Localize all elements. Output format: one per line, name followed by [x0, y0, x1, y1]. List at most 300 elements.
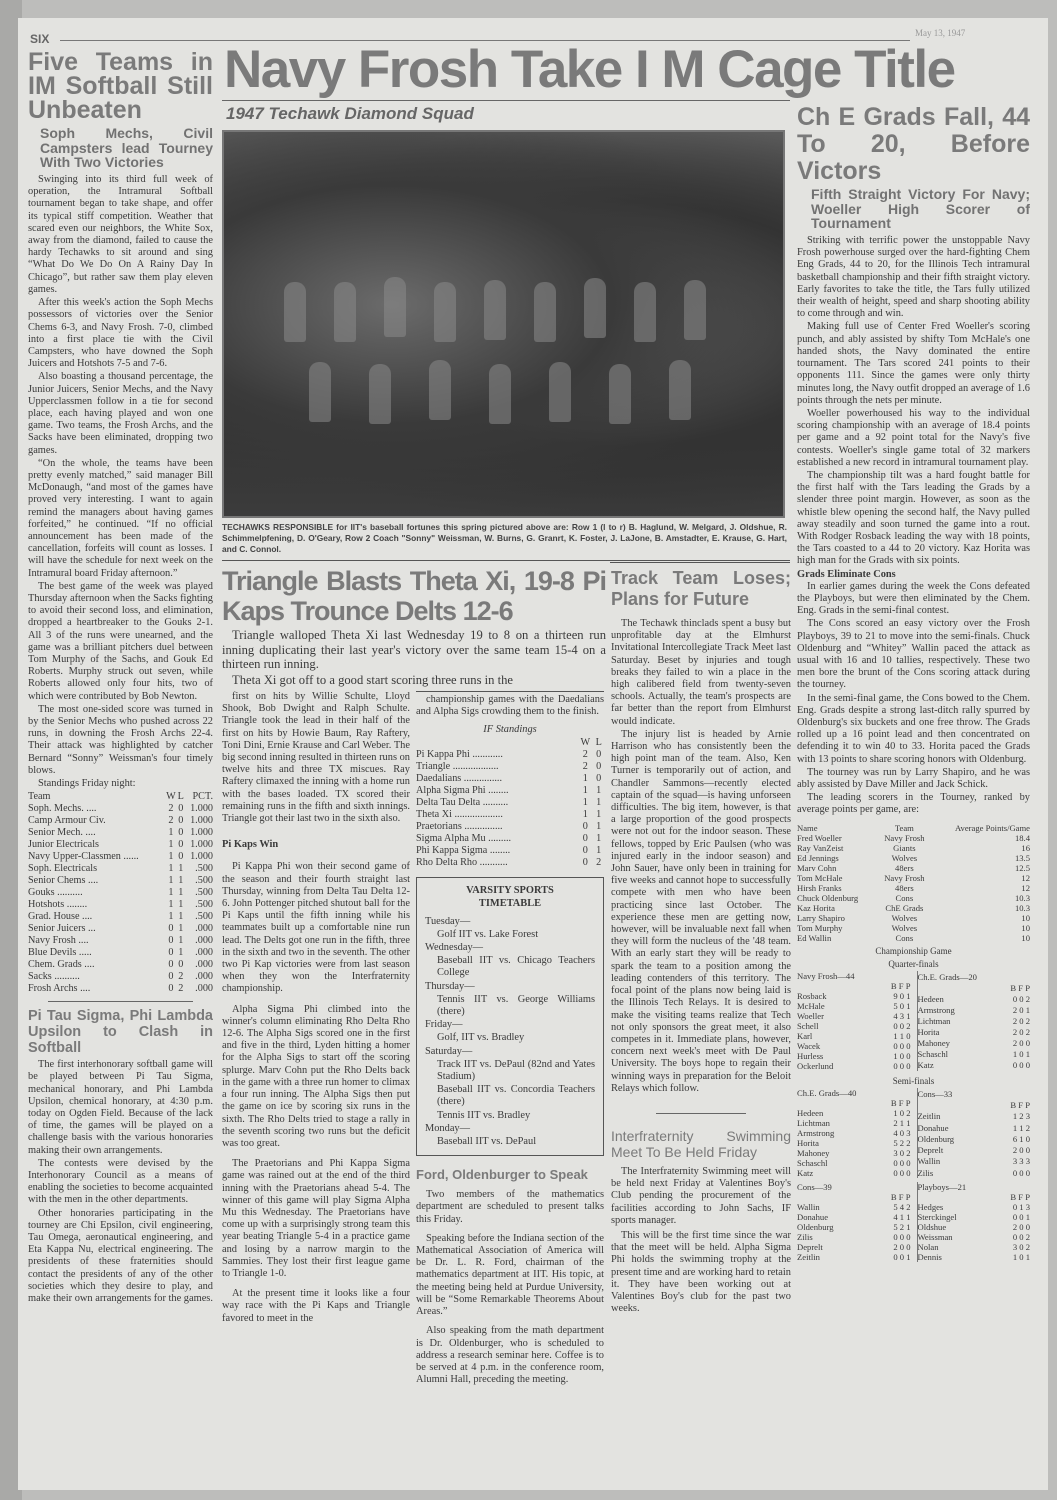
table-cell: 1 [582, 796, 588, 808]
player-name: Zeitlin [797, 1252, 820, 1263]
photo-caption: TECHAWKS RESPONSIBLE for IIT's baseball fortunes this spring pictured above are: Row 1 (l to r) B. Haglund, W. Melgard, J. Oldshue, R. Schimmelpfening, D. O'Geary, Row 2 Coach "Sonny" Weissman, W. Burns, G. Granrt, K. Foster, J. LaJone, B. Amstadter, E. Krause, G. Hart, and C. Connol. [222, 522, 787, 554]
table-row [28, 983, 213, 995]
softball-paragraph: Swinging into its third full week of operation, the Intramural Softball tournament began to take shape, and offer its typical stiff competition. Weather that scared even our neighbors, the White Sox, away from the diamond, failed to cause the hardy Techawks to sit around and sing “What Do We Do On A Rainy Day In Chicago”, but rather saw them play eleven games. [28, 174, 213, 295]
table-cell: .500 [195, 887, 213, 899]
player-row [917, 1144, 1030, 1155]
player-figure [684, 280, 706, 340]
table-cell: 1 [178, 947, 184, 959]
player-row [797, 1242, 911, 1252]
table-cell: Senior Mech. .... [28, 827, 96, 839]
table-row [416, 773, 604, 785]
table-cell: .000 [195, 983, 213, 995]
player-stats: 2 0 2 [1012, 1016, 1030, 1026]
player-row [917, 1122, 1030, 1133]
table-row [28, 839, 213, 851]
player-figure [384, 277, 406, 337]
table-cell: Grad. House .... [28, 911, 93, 923]
table-cell: Praetorians ............... [416, 820, 503, 832]
table-cell: Larry Shapiro [797, 912, 845, 923]
if-standings-table [416, 737, 604, 869]
table-row [28, 947, 213, 959]
player-name: Schell [797, 1021, 819, 1032]
player-row [917, 1133, 1030, 1144]
pi-kaps-paragraph [222, 861, 410, 1324]
player-figure [429, 360, 451, 420]
cons-subhead: Grads Eliminate Cons [797, 568, 896, 580]
player-name: Oldenburg [797, 1222, 834, 1233]
table-cell: 12 [1021, 882, 1030, 893]
table-cell: Chuck Oldenburg [797, 892, 859, 903]
table-cell: 12 [1021, 872, 1030, 883]
player-name: Deprelt [797, 1242, 823, 1253]
table-cell: Ed Jennings [797, 852, 839, 863]
table-cell: 48ers [895, 882, 914, 893]
bfp-header: B F P [1010, 1192, 1030, 1203]
table-row [416, 761, 604, 773]
player-figure [584, 278, 606, 338]
table-row [416, 809, 604, 821]
ford-paragraph: Also speaking from the math department is Dr. Oldenburger, who is scheduled to address a research seminar here. Coffee is to be served at 4 p.m. in the conference room, Alumni Hall, preceding the meeting. [416, 1325, 604, 1386]
bfp-header: B F P [890, 1192, 911, 1203]
player-name: Sterckingel [917, 1212, 957, 1223]
player-name: Nolan [917, 1242, 939, 1253]
player-stats: 1 0 2 [893, 1108, 911, 1119]
table-row [416, 797, 604, 809]
table-cell: Hotshots ........ [28, 899, 88, 911]
column-header [416, 737, 577, 749]
pi-kaps-paragraph: The Praetorians and Phi Kappa Sigma game was rained out at the end of the third inning with the Praetorians ahead 5-4. The winner of this game will play Sigma Alpha Mu this Wednesday. The Praetorians have come up with a surprisingly strong team this year beating Triangle 5-4 in a practice game and losing by a narrow margin to the Sammies. They lost their first league game to Triangle 1-0. [222, 1158, 410, 1279]
player-row [797, 991, 911, 1001]
table-cell: 0 [596, 748, 602, 760]
table-cell: 2 [178, 971, 184, 983]
player-stats: 4 1 1 [893, 1212, 911, 1223]
timetable-event: Tennis IIT vs. Bradley [437, 1109, 531, 1121]
table-cell: .000 [195, 947, 213, 959]
player-row [797, 1041, 911, 1051]
table-cell: .000 [195, 935, 213, 947]
box-score-team [917, 1182, 1031, 1262]
table-row [797, 923, 1030, 933]
ford-paragraph: Two members of the mathematics department are scheduled to present talks this Friday. [416, 1189, 604, 1225]
table-row [797, 853, 1030, 863]
table-row [416, 785, 604, 797]
table-cell: Frosh Archs .... [28, 983, 91, 995]
player-row [797, 1011, 911, 1021]
table-cell: Phi Kappa Sigma ........ [416, 844, 511, 856]
table-cell: 1 [178, 911, 184, 923]
table-cell: Wolves [891, 922, 918, 933]
bfp-header: B F P [890, 1098, 911, 1109]
player-stats: 0 0 2 [1012, 1232, 1030, 1243]
table-cell: 0 [178, 803, 184, 815]
table-cell: 10 [1021, 912, 1030, 923]
table-cell: 0 [582, 856, 588, 868]
player-stats: 2 0 0 [1012, 1038, 1030, 1049]
player-stats: 4 3 1 [893, 1011, 911, 1022]
table-row [797, 863, 1030, 873]
player-stats: 0 1 3 [1012, 1202, 1030, 1213]
bfp-header: B F P [1010, 1100, 1030, 1111]
page-date: May 13, 1947 [915, 28, 966, 38]
table-cell: 1 [596, 844, 602, 856]
player-stats: 1 0 0 [893, 1051, 911, 1062]
ford-headline: Ford, Oldenburger to Speak [416, 1167, 588, 1183]
box-score [797, 1088, 1030, 1178]
table-cell: Giants [893, 842, 916, 853]
player-name: Oldshue [917, 1222, 947, 1233]
photo-title: 1947 Techawk Diamond Squad [226, 104, 474, 123]
player-stats: 1 1 2 [1012, 1122, 1030, 1133]
player-name: Armstrong [797, 1128, 835, 1139]
table-cell: Senior Juicers ... [28, 923, 96, 935]
table-cell: 1 [168, 863, 174, 875]
table-cell: 0 [582, 844, 588, 856]
player-name: Donahue [797, 1212, 829, 1223]
table-cell: Junior Electricals [28, 839, 100, 851]
table-cell: 0 [582, 820, 588, 832]
triangle-rule [416, 691, 604, 692]
pi-kaps-paragraph: Alpha Sigma Phi climbed into the winner's column eliminating Rho Delta Rho 12-6. The Alpha Sigs scored one in the first and five in the third, Lyden hitting a homer for the Alpha Sigs to start off the scoring splurge. Marv Cohn put the Rho Delts back in the game with a three run homer to climax a four run inning. The Alpha Sigs then put the game on ice by scoring six runs in the sixth. The Rho Delts tried to stage a rally in the seventh scoring two runs but the deficit was too great. [222, 1003, 410, 1149]
player-name: Wallin [797, 1202, 820, 1213]
player-name: Zilis [917, 1167, 934, 1178]
cage-paragraph: Making full use of Center Fred Woeller's scoring punch, and ably assisted by shifty Tom McHale's one handed shots, the Navy dominated the entire tournament. The Tars scored 241 points to their opponents 111. Since the games were only thirty minutes long, the Navy outfit dropped an average of 1.6 points through the nets per minute. [797, 321, 1030, 406]
player-name: Rosback [797, 991, 827, 1002]
player-name: Karl [797, 1031, 813, 1042]
divider [48, 1001, 193, 1002]
player-figure [489, 364, 511, 424]
table-cell: 1 [596, 796, 602, 808]
softball-paragraph: The best game of the week was played Thursday afternoon when the Sacks fighting to avoid their second loss, and elimination, dropped a heartbreaker to the Gouks 2-1. All 3 of the runs were unearned, and the game was a brilliant pitchers duel between Tom Murphy of the Sachs, and Gouk Ed Roberts. Murphy struck out seven, while Roberts allowed only four hits, two of which were contributed by Bob Newton. [28, 580, 213, 702]
table-cell: Senior Chems .... [28, 875, 99, 887]
table-cell: Alpha Sigma Phi ........ [416, 784, 509, 796]
player-stats: 1 2 3 [1012, 1111, 1030, 1122]
player-row [797, 1158, 911, 1168]
player-stats: 2 0 0 [1012, 1145, 1030, 1156]
spacer [797, 981, 871, 991]
table-cell: 10 [1021, 932, 1030, 943]
table-cell: 48ers [895, 862, 914, 873]
swimming-paragraph: The Interfraternity Swimming meet will be held next Friday at Valentines Boy's Club pending the procurement of the facilities according to John Sachs, IF sports manager. [611, 1165, 791, 1226]
column-header: Name [797, 822, 818, 833]
bfp-header: B F P [1010, 982, 1030, 993]
bfp-row [917, 1099, 1030, 1110]
honorary-paragraph: Other honoraries participating in the tourney are Chi Epsilon, civil engineering, Tau Omega, aeronautical engineering, and Eta Kappa Nu, electrical engineering. The presidents of these fraternities should contact the presidents of any of the other societies which they desire to play, and make their own arrangements for the games. [28, 1207, 213, 1305]
table-row [797, 893, 1030, 903]
if-standings-title: IF Standings [483, 724, 537, 736]
player-name: Deprelt [917, 1145, 944, 1156]
table-cell: Fred Woeller [797, 832, 842, 843]
team-row [917, 1088, 1030, 1099]
table-row [797, 883, 1030, 893]
timetable-day: Thursday— [425, 980, 475, 992]
column-header: Team [28, 791, 51, 803]
table-cell: Tom Murphy [797, 922, 843, 933]
triangle-paragraph: first on hits by Willie Schulte, Lloyd Shook, Bob Dwight and Ralph Schulte. Triangle took the lead in their half of the first on hits by Howie Baum, Ray Raftery, Toni Dini, Ernie Krause and Carl Weber. The big second inning resulted in thirteen runs on twelve hits and three TX miscues. Ray Raftery climaxed the inning with a home run with the bases loaded. TX scored their remaining runs in the fifth and sixth innings. Triangle got their last two in the sixth also. [222, 691, 410, 825]
player-row [797, 1252, 911, 1262]
column-header: L [595, 736, 602, 748]
honorary-headline: Pi Tau Sigma, Phi Lambda Upsilon to Clash in Softball [28, 1008, 213, 1057]
table-cell: Delta Tau Delta .......... [416, 796, 509, 808]
table-cell: Triangle .................. [416, 760, 499, 772]
player-row [797, 1202, 911, 1212]
table-cell: 1 [168, 899, 174, 911]
table-cell: 1 [178, 887, 184, 899]
table-cell: 0 [178, 959, 184, 971]
player-name: Zeitlin [917, 1111, 941, 1122]
box-score [797, 971, 1030, 1071]
table-cell: 0 [596, 760, 602, 772]
column-header: Team [894, 822, 914, 833]
swimming-paragraph: This will be the first time since the war that the meet will be held. Alpha Sigma Phi holds the swimming trophy at the present time and are working hard to retain it. They have been working out at Valentines Boy's club for the past two weeks. [611, 1229, 791, 1315]
table-cell: Camp Armour Civ. [28, 815, 106, 827]
ford-paragraph: Speaking before the Indiana section of the Mathematical Association of America will be Dr. L. R. Ford, chairman of the mathematics department at IIT. His topic, at the meeting being held at Purdue University, will be “Some Remarkable Theorems About Areas.” [416, 1232, 604, 1318]
softball-article [28, 50, 213, 1480]
table-cell: 1.000 [190, 839, 213, 851]
player-stats: 2 0 1 [1012, 1004, 1030, 1015]
triangle-column-b [416, 691, 604, 1393]
player-row [797, 1148, 911, 1158]
player-row [917, 1167, 1030, 1178]
player-stats: 2 0 0 [1012, 1222, 1030, 1233]
player-row [797, 1061, 911, 1071]
team-name: Navy Frosh—44 [797, 971, 855, 982]
table-cell: 10.3 [1014, 902, 1030, 913]
table-row [28, 803, 213, 815]
table-row [28, 863, 213, 875]
team-row [917, 1182, 1030, 1192]
player-name: Schaschl [797, 1158, 828, 1169]
player-name: Weissman [917, 1232, 953, 1243]
table-row [28, 959, 213, 971]
player-stats: 5 2 1 [893, 1222, 911, 1233]
player-name: Zilis [797, 1232, 813, 1243]
bfp-header: B F P [890, 981, 911, 992]
table-cell: 0 [178, 851, 184, 863]
table-cell: .000 [195, 959, 213, 971]
bfp-row [917, 1192, 1030, 1202]
player-figure [534, 282, 556, 342]
pi-kaps-paragraph: At the present time it looks like a four way race with the Pi Kaps and Triangle favored to meet in the [222, 1288, 410, 1324]
player-name: Hurless [797, 1051, 824, 1062]
player-name: Hedeen [917, 993, 944, 1004]
player-name: Lichtman [917, 1016, 951, 1026]
table-cell: 10.3 [1014, 892, 1030, 903]
player-stats: 0 0 0 [893, 1158, 911, 1169]
box-score-team [797, 971, 911, 1071]
track-headline: Track Team Loses; Plans for Future [611, 568, 791, 609]
table-cell: Wolves [891, 912, 918, 923]
table-cell: 12.5 [1014, 862, 1030, 873]
box-score-team [917, 971, 1031, 1071]
player-figure [609, 364, 631, 424]
player-row [797, 1021, 911, 1031]
player-row [917, 1212, 1030, 1222]
table-cell: Blue Devils ..... [28, 947, 92, 959]
table-cell: 1 [582, 808, 588, 820]
table-cell: 2 [168, 803, 174, 815]
table-cell: 1 [178, 899, 184, 911]
timetable-day: Monday— [425, 1122, 471, 1134]
table-cell: 1 [168, 911, 174, 923]
track-paragraph [611, 618, 791, 1095]
cons-paragraph [797, 581, 1030, 817]
spacer [797, 1192, 871, 1202]
championship-paragraph: championship games with the Daedalians and Alpha Sigs crowding them to the finish. [416, 694, 604, 718]
honorary-paragraph [28, 1059, 213, 1305]
table-cell: 1 [168, 887, 174, 899]
player-figure [669, 360, 691, 420]
table-cell: 1 [168, 839, 174, 851]
table-cell: 0 [582, 832, 588, 844]
table-cell: Ray VanZeist [797, 842, 844, 853]
player-row [797, 1168, 911, 1178]
table-cell: 1 [596, 784, 602, 796]
table-header-row [416, 737, 604, 749]
player-row [917, 1222, 1030, 1232]
box-score-team [797, 1182, 911, 1262]
table-cell: 16 [1021, 842, 1030, 853]
championship-game-title: Championship Game [875, 945, 952, 956]
player-row [917, 993, 1030, 1004]
softball-paragraph: “On the whole, the teams have been pretty evenly matched,” said manager Bill McDonaugh, “and most of the games have proved very interesting. I want to again remind the managers about having games forfeited,” he continued. “If no official announcement has been made of the cancellation, forfeits will count as losses. I will have the schedule for next week on the Intramural board Friday afternoon.” [28, 457, 213, 579]
table-row [28, 935, 213, 947]
table-row [416, 749, 604, 761]
table-cell: .500 [195, 863, 213, 875]
player-stats: 2 1 1 [893, 1118, 911, 1129]
table-cell: Cons [895, 932, 914, 943]
table-cell: .500 [195, 899, 213, 911]
player-row [797, 1118, 911, 1128]
player-row [917, 1027, 1030, 1038]
table-cell: 0 [178, 827, 184, 839]
timetable-event: Baseball IIT vs. Concordia Teachers (there) [437, 1084, 595, 1108]
player-stats: 4 0 3 [893, 1128, 911, 1139]
cage-paragraph: Woeller powerhoused his way to the individual scoring championship with an average of 18.4 points per game and a 92 point total for the Navy's five contests. Woeller's single game total of 32 markers established a new record in intramural tournament play. [797, 407, 1030, 468]
player-name: Lichtman [797, 1118, 830, 1129]
table-row [28, 971, 213, 983]
table-row [797, 833, 1030, 843]
softball-paragraph: Standings Friday night: [38, 778, 136, 790]
column-header: L [177, 791, 184, 803]
table-cell: .500 [195, 875, 213, 887]
softball-paragraph: Also boasting a thousand percentage, the Junior Juicers, Senior Mechs, and the Navy Upperclassmen follow in a tie for second place, each having played and won one game. Two teams, the Frosh Archs, and the Sacks have been eliminated, dropping two games. [28, 371, 213, 456]
player-figure [484, 280, 506, 340]
player-name: Hedges [917, 1202, 944, 1213]
honorary-paragraph: The first interhonorary softball game will be played between Pi Tau Sigma, mechanical honorary, and Phi Lambda Upsilon, chemical honorary, at 4:30 p.m. today on Ogden Field. Because of the lack of time, the games will be played on a challenge basis with the various honoraries making their own arrangements. [28, 1059, 213, 1156]
table-cell: 0 [168, 983, 174, 995]
player-row [917, 1242, 1030, 1252]
softball-headline: Five Teams in IM Softball Still Unbeaten [28, 50, 213, 124]
honorary-paragraph: The contests were devised by the Interhonorary Council as a means of enabling the societies to become acquainted with the men in the other departments. [28, 1157, 213, 1206]
player-row [797, 1031, 911, 1041]
player-row [797, 1138, 911, 1148]
table-header-row [797, 823, 1030, 833]
table-cell: Sigma Alpha Mu ......... [416, 832, 512, 844]
table-cell: .000 [195, 971, 213, 983]
box-score-team [917, 1088, 1031, 1178]
player-row [797, 1212, 911, 1222]
spacer [797, 1098, 871, 1108]
table-cell: Navy Frosh .... [28, 935, 89, 947]
player-row [917, 1004, 1030, 1015]
table-row [28, 827, 213, 839]
triangle-lead-paragraph: Triangle walloped Theta Xi last Wednesday 19 to 8 on a thirteen run inning duplicating their last year's victory over the same team 15-4 on a thirteen run inning. [222, 628, 606, 671]
main-headline: Navy Frosh Take I M Cage Title [224, 40, 955, 99]
player-row [797, 1001, 911, 1011]
player-figure [549, 362, 571, 422]
softball-paragraph: After this week's action the Soph Mechs possessors of victories over the Senior Chems 6-3, and Navy Frosh. 7-0, climbed into a first place tie with the Civil Campsters, who have downed the Soph Juicers and Hotshots 7-5 and 7-6. [28, 297, 213, 370]
player-name: Wacek [797, 1041, 821, 1052]
triangle-subcolumns [222, 691, 606, 1393]
timetable-event: Baseball IIT vs. DePaul [437, 1136, 537, 1148]
table-cell: 1 [178, 875, 184, 887]
team-photo [222, 130, 785, 518]
player-stats: 0 0 0 [893, 1041, 911, 1052]
table-row [416, 833, 604, 845]
swimming-paragraph [611, 1166, 791, 1315]
table-cell: Soph. Electricals [28, 863, 98, 875]
player-name: Hedeen [797, 1108, 824, 1119]
track-paragraph: The injury list is headed by Arnie Harrison who has consistently been the high point man of the team. Also, Ken Turner is temporarily out of action, and Chandler Sammons—recently elected captain of the squad—is having unforseen difficulties. The big item, however, is that a large proportion of the good prospects were not out for the indoor season. These fellows, topped by Eric Paulsen (who was injured early in the indoor season) and John Sauer, have only been in training for five weeks and cannot hope to successfully compete with men who have been practicing since last October. The experience these men are getting now, however, will be invaluable next fall when they will form the nucleus of the '48 team. With an early start they will be ready to spark the team to a position among the leading contenders of this territory. The focal point of the plans now being laid is the Illinois Tech Relays. It is desired to make the visiting teams realize that Tech not only sponsors the great meet, it also competes in it. Immediate plans, however, concern next week's meet with De Paul University. The boys hope to regain their winning ways in preparation for the Beloit Relays which follow. [611, 728, 791, 1094]
table-cell: Rho Delta Rho ........... [416, 856, 508, 868]
player-row [917, 1156, 1030, 1167]
table-row [28, 815, 213, 827]
table-cell: 2 [582, 748, 588, 760]
table-cell: 1 [596, 832, 602, 844]
cons-paragraph: In earlier games during the week the Cons defeated the Playboys, but were then eliminated by the Chem. Eng. Grads in the semi-final contest. [797, 580, 1030, 617]
player-row [917, 1038, 1030, 1049]
cons-paragraph: In the semi-final game, the Cons bowed to the Chem. Eng. Grads despite a strong last-ditch rally spurred by Oldenburg's six buckets and one free throw. The Grads rolled up a 16 point lead and then concentrated on defending it to win 40 to 33. Horita paced the Grads with 13 points to share scoring honors with Oldenburg. [797, 692, 1030, 765]
ford-paragraph [416, 1189, 604, 1386]
table-cell: 2 [178, 983, 184, 995]
cage-paragraph: The championship tilt was a hard fought battle for the first half with the Tars leading the Grads by a slender three point margin. However, as soon as the whistle blew opening the second half, the Navy pulled away steadily and soon turned the game into a rout. With Rodger Rosback leading the way with 18 points, the Tars coasted to a 44 to 20 victory. Kaz Horita was high man for the Grads with six points. [797, 469, 1030, 567]
swimming-headline: Interfraternity Swimming Meet To Be Held Friday [611, 1127, 791, 1160]
spacer [917, 1099, 991, 1110]
player-name: McHale [797, 1001, 825, 1012]
column-header: PCT. [192, 791, 213, 803]
table-row [28, 911, 213, 923]
bfp-row [797, 1098, 911, 1108]
player-stats: 3 0 2 [893, 1148, 911, 1159]
player-stats: 3 0 2 [1012, 1242, 1030, 1253]
box-score-team [797, 1088, 911, 1178]
player-stats: 1 0 1 [1012, 1049, 1030, 1060]
column-header: W [166, 791, 176, 803]
divider [656, 1113, 746, 1114]
cage-paragraph: Striking with terrific power the unstoppable Navy Frosh powerhouse surged over the hard-fighting Chem Eng Grads, 44 to 20, for the Illinois Tech intramural basketball championship and their fifth straight victory. Early favorites to take the title, the Tars fully utilized their wealth of height, speed and sharp shooting ability to come through and win. [797, 235, 1030, 320]
team-name: Cons—33 [917, 1088, 953, 1099]
scorers-table [797, 823, 1030, 943]
player-figure [634, 282, 656, 342]
table-cell: 0 [168, 971, 174, 983]
cage-article [797, 104, 1030, 1480]
timetable-day: Wednesday— [425, 942, 484, 954]
cons-paragraph: The leading scorers in the Tourney, ranked by average points per game, are: [797, 792, 1030, 816]
softball-standings-table [28, 791, 213, 995]
table-cell: Navy Frosh [884, 832, 925, 843]
table-cell: 0 [168, 923, 174, 935]
table-cell: 2 [582, 760, 588, 772]
player-row [917, 1202, 1030, 1212]
table-cell: Navy Frosh [884, 872, 925, 883]
table-cell: 10 [1021, 922, 1030, 933]
table-row [28, 887, 213, 899]
player-name: Ockerlund [797, 1061, 834, 1072]
table-cell: 1 [582, 772, 588, 784]
table-cell: Ed Wallin [797, 932, 832, 943]
table-cell: 1 [596, 808, 602, 820]
player-figure [334, 282, 356, 342]
